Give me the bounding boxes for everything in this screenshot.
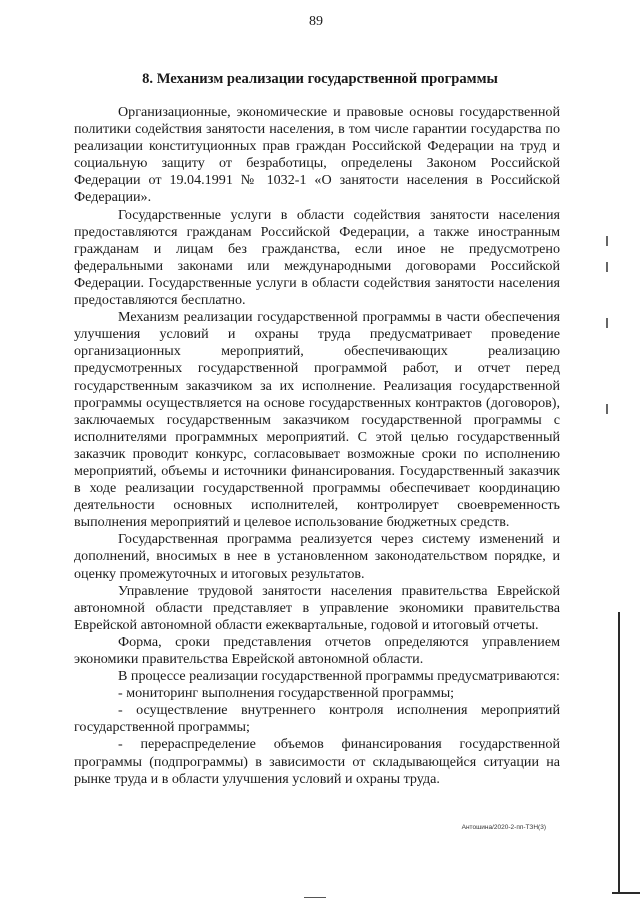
document-body [74, 104, 560, 788]
list-item-monitoring: - мониторинг выполнения государственной программы; [118, 685, 455, 702]
list-item-redistribution: - перераспределение объемов финансирования государственной программы (подпрограммы) в зависимости от складывающейся ситуации на рынке труда и в области улучшения условий и охраны труда. [74, 736, 560, 787]
document-code: Антошина/2020-2-пп-ТЗН(3) [461, 824, 546, 831]
list-item-internal-control: - осуществление внутреннего контроля исполнения мероприятий государственной программы; [74, 702, 560, 736]
paragraph-reports: Управление трудовой занятости населения правительства Еврейской автономной области представляет в управление экономики правительства Еврейской автономной области ежеквартальные, годовой и итоговый отчеты. [74, 582, 560, 633]
paragraph-mechanism: Механизм реализации государственной программы в части обеспечения улучшения условий и охраны труда предусматривает проведение организационных мероприятий, обеспечивающих реализацию предусмотренных государственной программой работ, и отчет перед государственным заказчиком за их исполнение. Реализация государственной программы осуществляется на основе государственных контрактов (договоров), заключаемых государственным заказчиком государственной программы с исполнителями программных мероприятий. С этой целью государственный заказчик проводит конкурс, согласовывает возможные сроки по исполнению мероприятий, объемы и источники финансирования. Государственный заказчик в ходе реализации государственной программы обеспечивает координацию деятельности основных исполнителей, контролирует своевременность выполнения мероприятий и целевое использование бюджетных средств. [74, 309, 560, 531]
paragraph-list-intro: В процессе реализации государственной программы предусматриваются: [118, 668, 560, 685]
scan-artifact-mark [606, 318, 608, 328]
page-number: 89 [309, 14, 323, 29]
paragraph-services: Государственные услуги в области содействия занятости населения предоставляются гражданам Российской Федерации, а также иностранным гражданам и лицам без гражданства, если иное не предусмотрено федеральными законами или международными договорами Российской Федерации. Государственные услуги в области содействия занятости населения предоставляются бесплатно. [74, 206, 560, 309]
section-heading: 8. Механизм реализации государственной программы [142, 71, 498, 87]
paragraph-changes: Государственная программа реализуется через систему изменений и дополнений, вносимых в нее в установленном законодательством порядке, и оценку промежуточных и итоговых результатов. [74, 531, 560, 582]
paragraph-report-form: Форма, сроки представления отчетов определяются управлением экономики правительства Еврейской автономной области. [74, 633, 560, 667]
paragraph-legal-basis: Организационные, экономические и правовые основы государственной политики содействия занятости населения, в том числе гарантии государства по реализации конституционных прав граждан Российской Федерации на труд и социальную защиту от безработицы, определены Законом Российской Федерации от 19.04.1991 № 1032-1 «О занятости населения в Российской Федерации». [74, 104, 560, 206]
scan-artifact-mark [304, 897, 326, 898]
scan-artifact-mark [606, 404, 608, 414]
scan-edge-line [618, 612, 620, 894]
scan-artifact-mark [606, 236, 608, 246]
scan-edge-line [612, 892, 640, 894]
scan-artifact-mark [606, 262, 608, 272]
